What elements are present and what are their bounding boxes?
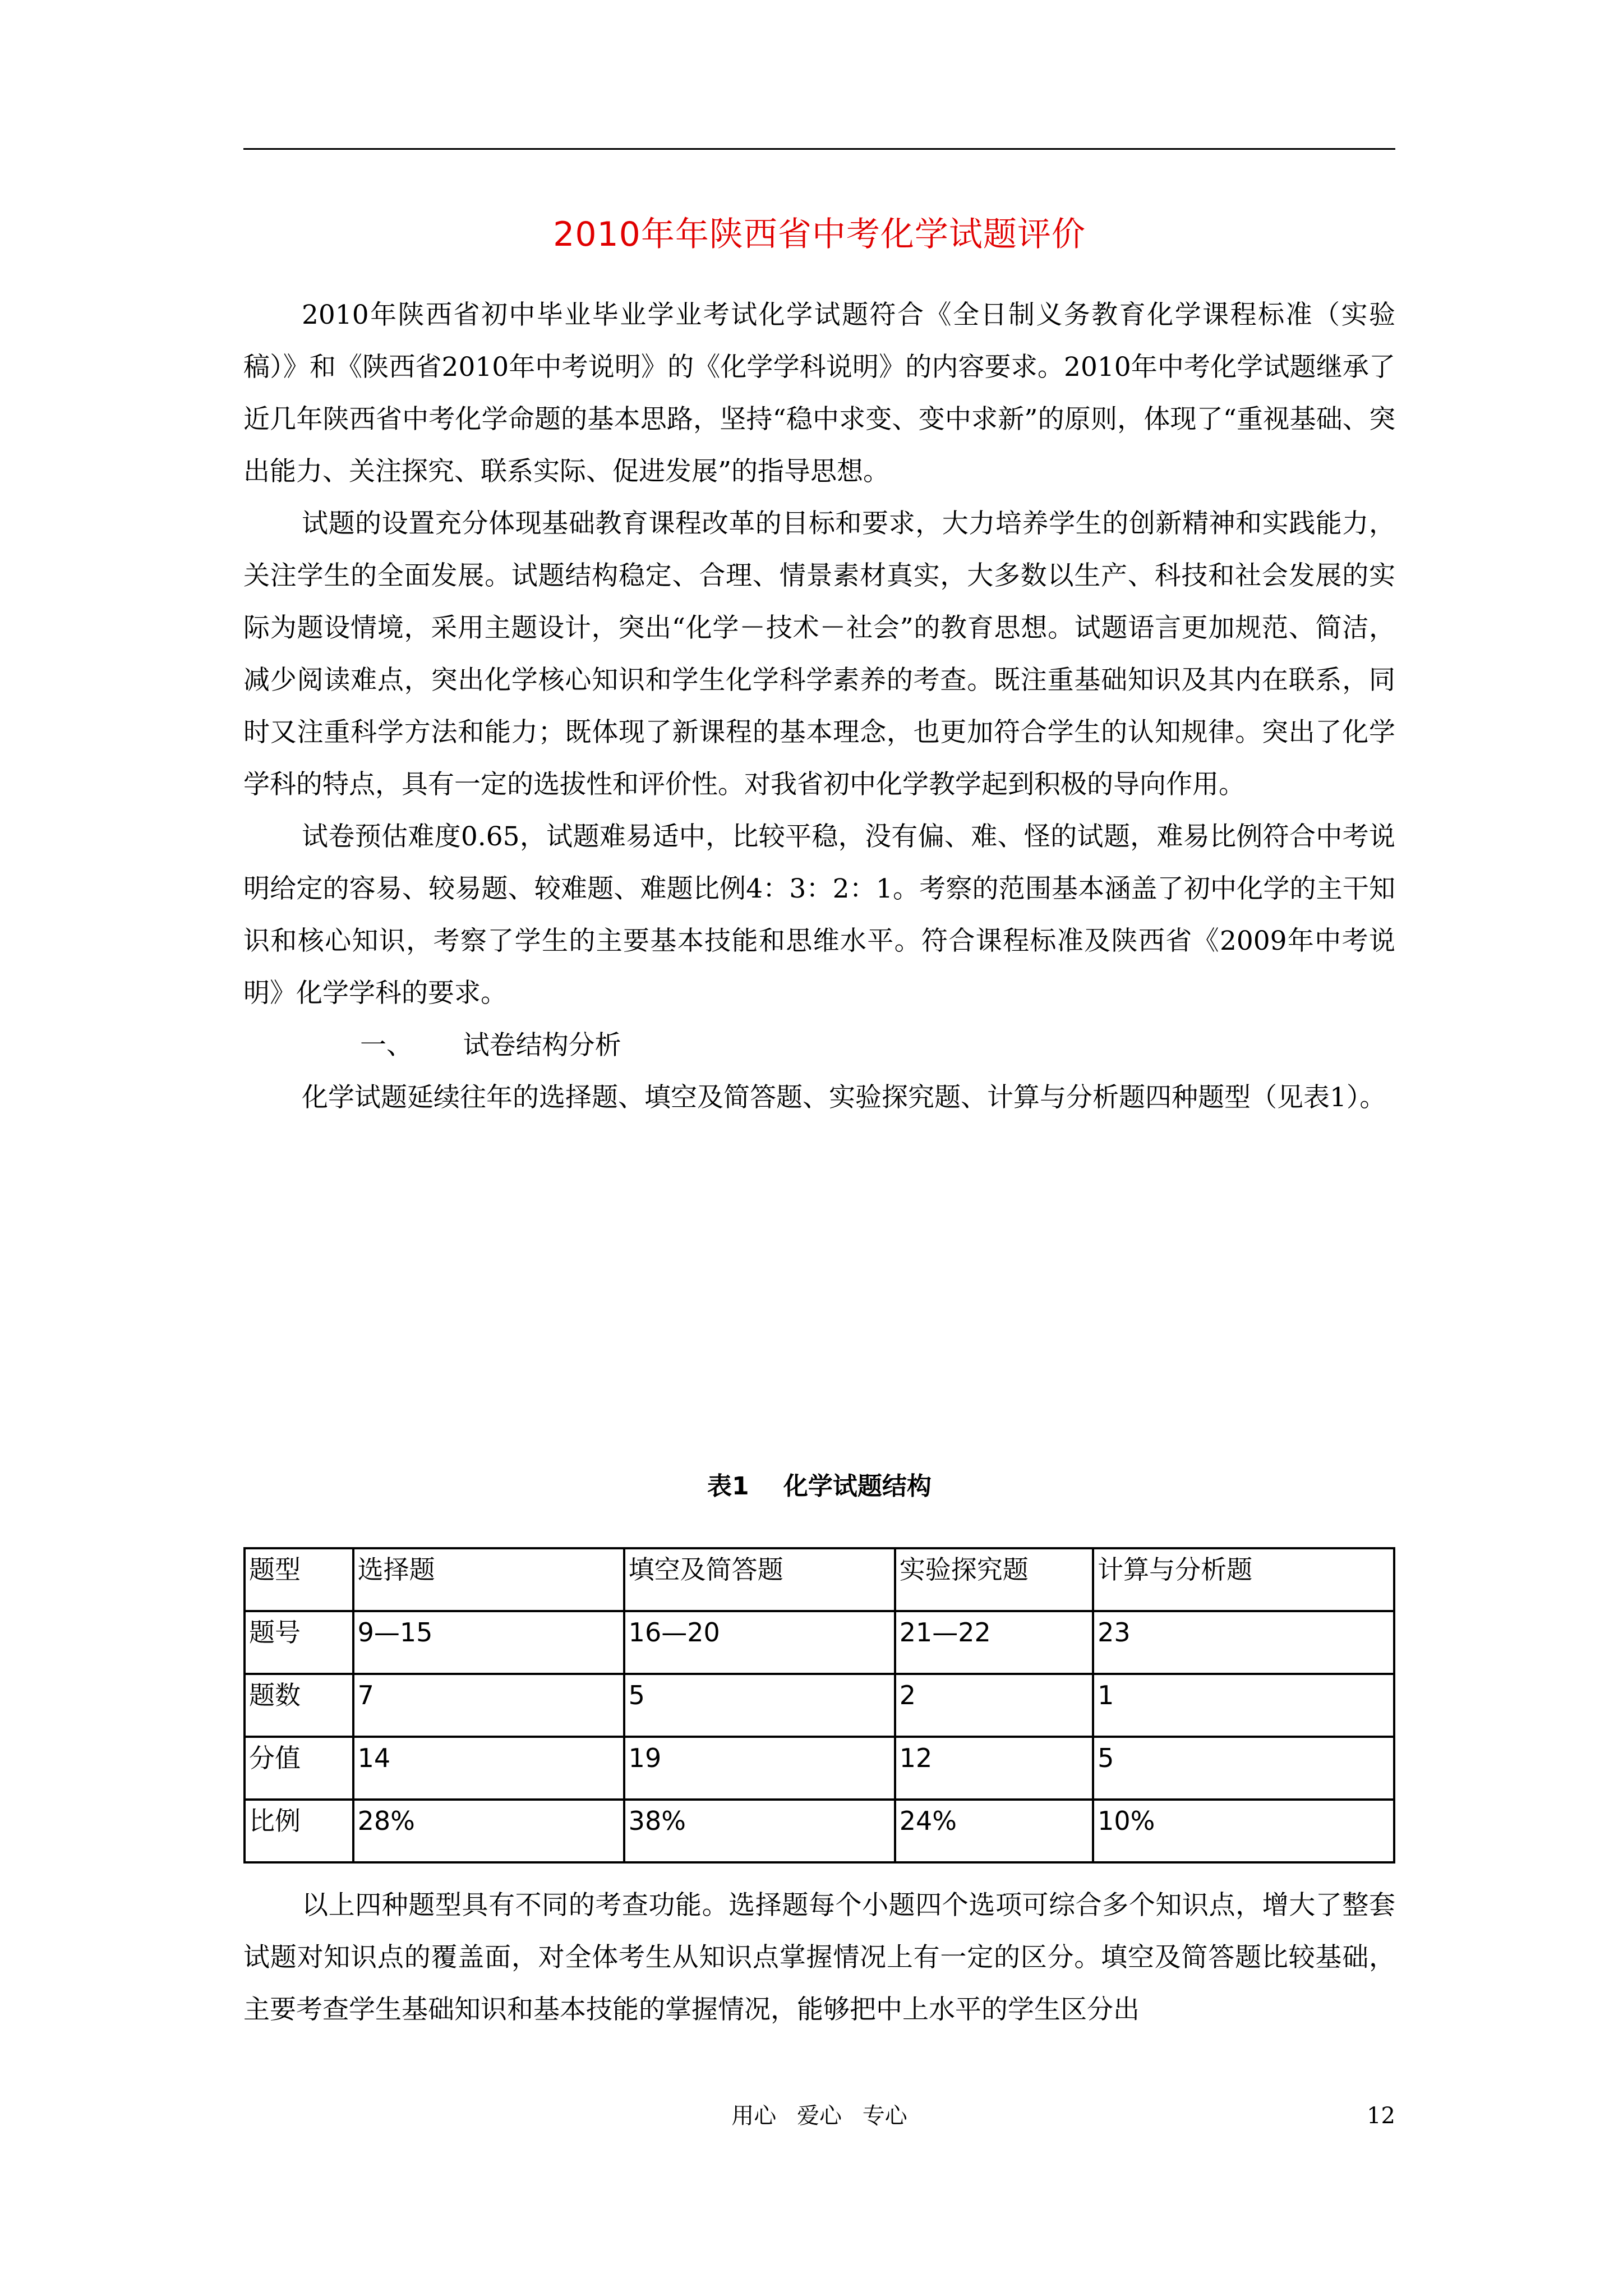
table-row [245,1611,1394,1674]
table-cell: 比例 [245,1800,353,1862]
table-cell: 24% [895,1800,1093,1862]
table-cell: 28% [353,1800,624,1862]
table-cell: 16—20 [624,1611,895,1674]
table-cell: 10% [1093,1800,1394,1862]
table-cell: 计算与分析题 [1093,1548,1394,1611]
table-cell: 12 [895,1737,1093,1800]
paragraph: 试卷预估难度0.65，试题难易适中，比较平稳，没有偏、难、怪的试题，难易比例符合中考说明给定的容易、较易题、较难题、难题比例4：3：2：1。考察的范围基本涵盖了初中化学的主干知识和核心知识，考察了学生的主要基本技能和思维水平。符合课程标准及陕西省《2009年中考说明》化学学科的要求。 [243,821,1395,1009]
body-text-before-table [243,289,1395,1124]
table-cell: 1 [1093,1674,1394,1737]
page-number: 12 [1367,2103,1395,2129]
table-cell: 选择题 [353,1548,624,1611]
table-cell: 23 [1093,1611,1394,1674]
table-cell: 5 [624,1674,895,1737]
paragraph: 试题的设置充分体现基础教育课程改革的目标和要求，大力培养学生的创新精神和实践能力，关注学生的全面发展。试题结构稳定、合理、情景素材真实，大多数以生产、科技和社会发展的实际为题设情境，采用主题设计，突出“化学－技术－社会”的教育思想。试题语言更加规范、简洁，减少阅读难点，突出化学核心知识和学生化学科学素养的考查。既注重基础知识及其内在联系，同时又注重科学方法和能力；既体现了新课程的基本理念，也更加符合学生的认知规律。突出了化学学科的特点，具有一定的选拔性和评价性。对我省初中化学教学起到积极的导向作用。 [243,508,1395,800]
table-cell: 21—22 [895,1611,1093,1674]
table-cell: 14 [353,1737,624,1800]
table-cell: 38% [624,1800,895,1862]
table-cell: 分值 [245,1737,353,1800]
table-row [245,1800,1394,1862]
body-text-after-table [243,1879,1395,2036]
table-cell: 2 [895,1674,1093,1737]
table-cell: 19 [624,1737,895,1800]
table-row [245,1548,1394,1611]
table-cell: 5 [1093,1737,1394,1800]
table-cell: 实验探究题 [895,1548,1093,1611]
table-cell: 题数 [245,1674,353,1737]
table-cell: 填空及简答题 [624,1548,895,1611]
table-cell: 7 [353,1674,624,1737]
paragraph: 2010年陕西省初中毕业毕业学业考试化学试题符合《全日制义务教育化学课程标准（实验稿）》和《陕西省2010年中考说明》的《化学学科说明》的内容要求。2010年中考化学试题继承了近几年陕西省中考化学命题的基本思路，坚持“稳中求变、变中求新”的原则，体现了“重视基础、突出能力、关注探究、联系实际、促进发展”的指导思想。 [243,300,1395,487]
document-title: 2010年年陕西省中考化学试题评价 [553,215,1086,254]
paragraph: 化学试题延续往年的选择题、填空及简答题、实验探究题、计算与分析题四种题型（见表1）。 [302,1082,1386,1113]
footer-motto: 用心 爱心 专心 [731,2103,907,2129]
table-row [245,1737,1394,1800]
table-cell: 题型 [245,1548,353,1611]
table-caption: 表1 化学试题结构 [707,1472,932,1501]
paragraph: 以上四种题型具有不同的考查功能。选择题每个小题四个选项可综合多个知识点，增大了整套试题对知识点的覆盖面，对全体考生从知识点掌握情况上有一定的区分。填空及简答题比较基础，主要考查学生基础知识和基本技能的掌握情况，能够把中上水平的学生区分出 [243,1890,1395,2025]
question-structure-table [243,1547,1395,1864]
header-rule [243,148,1395,150]
table-cell: 9—15 [353,1611,624,1674]
section-heading: 一、 试卷结构分析 [360,1030,621,1061]
table-cell: 题号 [245,1611,353,1674]
table-row [245,1674,1394,1737]
